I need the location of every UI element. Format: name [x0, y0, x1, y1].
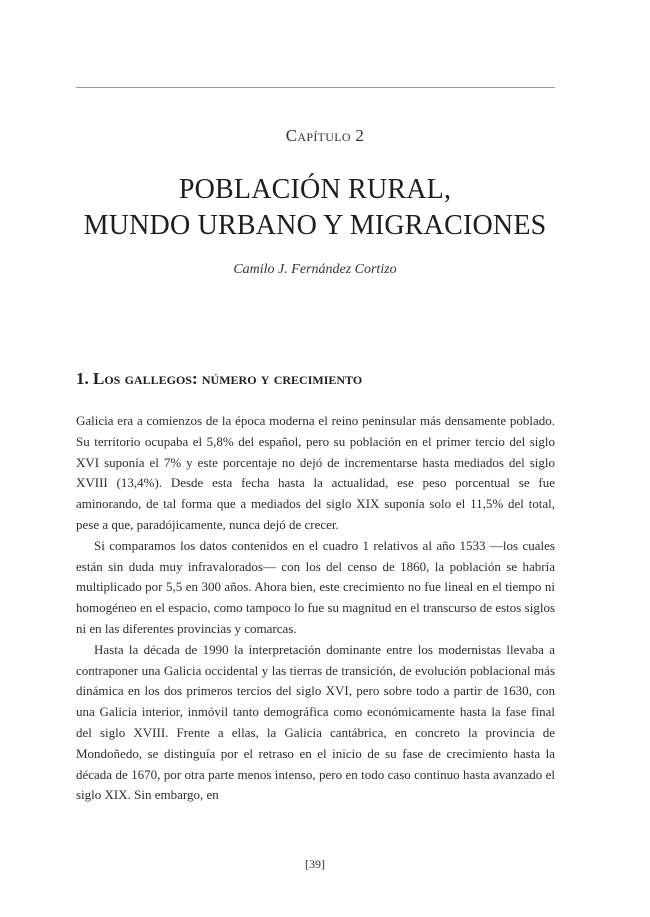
paragraph-2: Si comparamos los datos contenidos en el cuadro 1 relativos al año 1533 —los cuales están sin duda muy infravalorados— con los del censo de 1860, la población se habría multiplicado por 5,5 en 300 años. Ahora bien, este crecimiento no fue lineal en el tiempo ni homogéneo en el espacio, como tampoco lo fue su magnitud en el transcurso de estos siglos ni en las diferentes provincias y comarcas.: [76, 537, 555, 636]
chapter-title-line-2: MUNDO URBANO Y MIGRACIONES: [83, 210, 547, 241]
author-name: Camilo J. Fernández Cortizo: [233, 262, 397, 277]
chapter-title: [0, 172, 630, 244]
paragraph-1: Galicia era a comienzos de la época moderna el reino peninsular más densamente poblado. Su territorio ocupaba el 5,8% del español, pero su población en el primer tercio del siglo XVI suponía el 7% y este porcentaje no dejó de incrementarse hasta mediados del siglo XVIII (13,4%). Desde esta fecha hasta la actualidad, ese peso porcentual se fue aminorando, de tal forma que a mediados del siglo XIX suponía solo el 11,5% del total, pese a que, paradójicamente, nunca dejó de crecer.: [76, 413, 555, 532]
paragraph-3: Hasta la década de 1990 la interpretación dominante entre los modernistas llevaba a contraponer una Galicia occidental y las tierras de transición, de evolución poblacional más dinámica en los dos primeros tercios del siglo XVI, pero sobre todo a partir de 1630, con una Galicia interior, inmóvil tanto demográfica como económicamente hasta la fase final del siglo XVIII. Frente a ellas, la Galicia cantábrica, en concreto la provincia de Mondoñedo, se distinguía por el retraso en el inicio de su fase de crecimiento hasta la década de 1670, por otra parte menos intenso, pero en todo caso continuo hasta avanzado el siglo XIX. Sin embargo, en: [76, 641, 555, 803]
body-text: [76, 411, 555, 806]
page-number: [39]: [305, 857, 325, 871]
section-heading: 1. Los gallegos: número y crecimiento: [76, 369, 363, 388]
chapter-title-line-1: POBLACIÓN RURAL,: [178, 174, 452, 205]
header-rule: [76, 87, 555, 88]
chapter-label: Capítulo 2: [285, 126, 365, 145]
